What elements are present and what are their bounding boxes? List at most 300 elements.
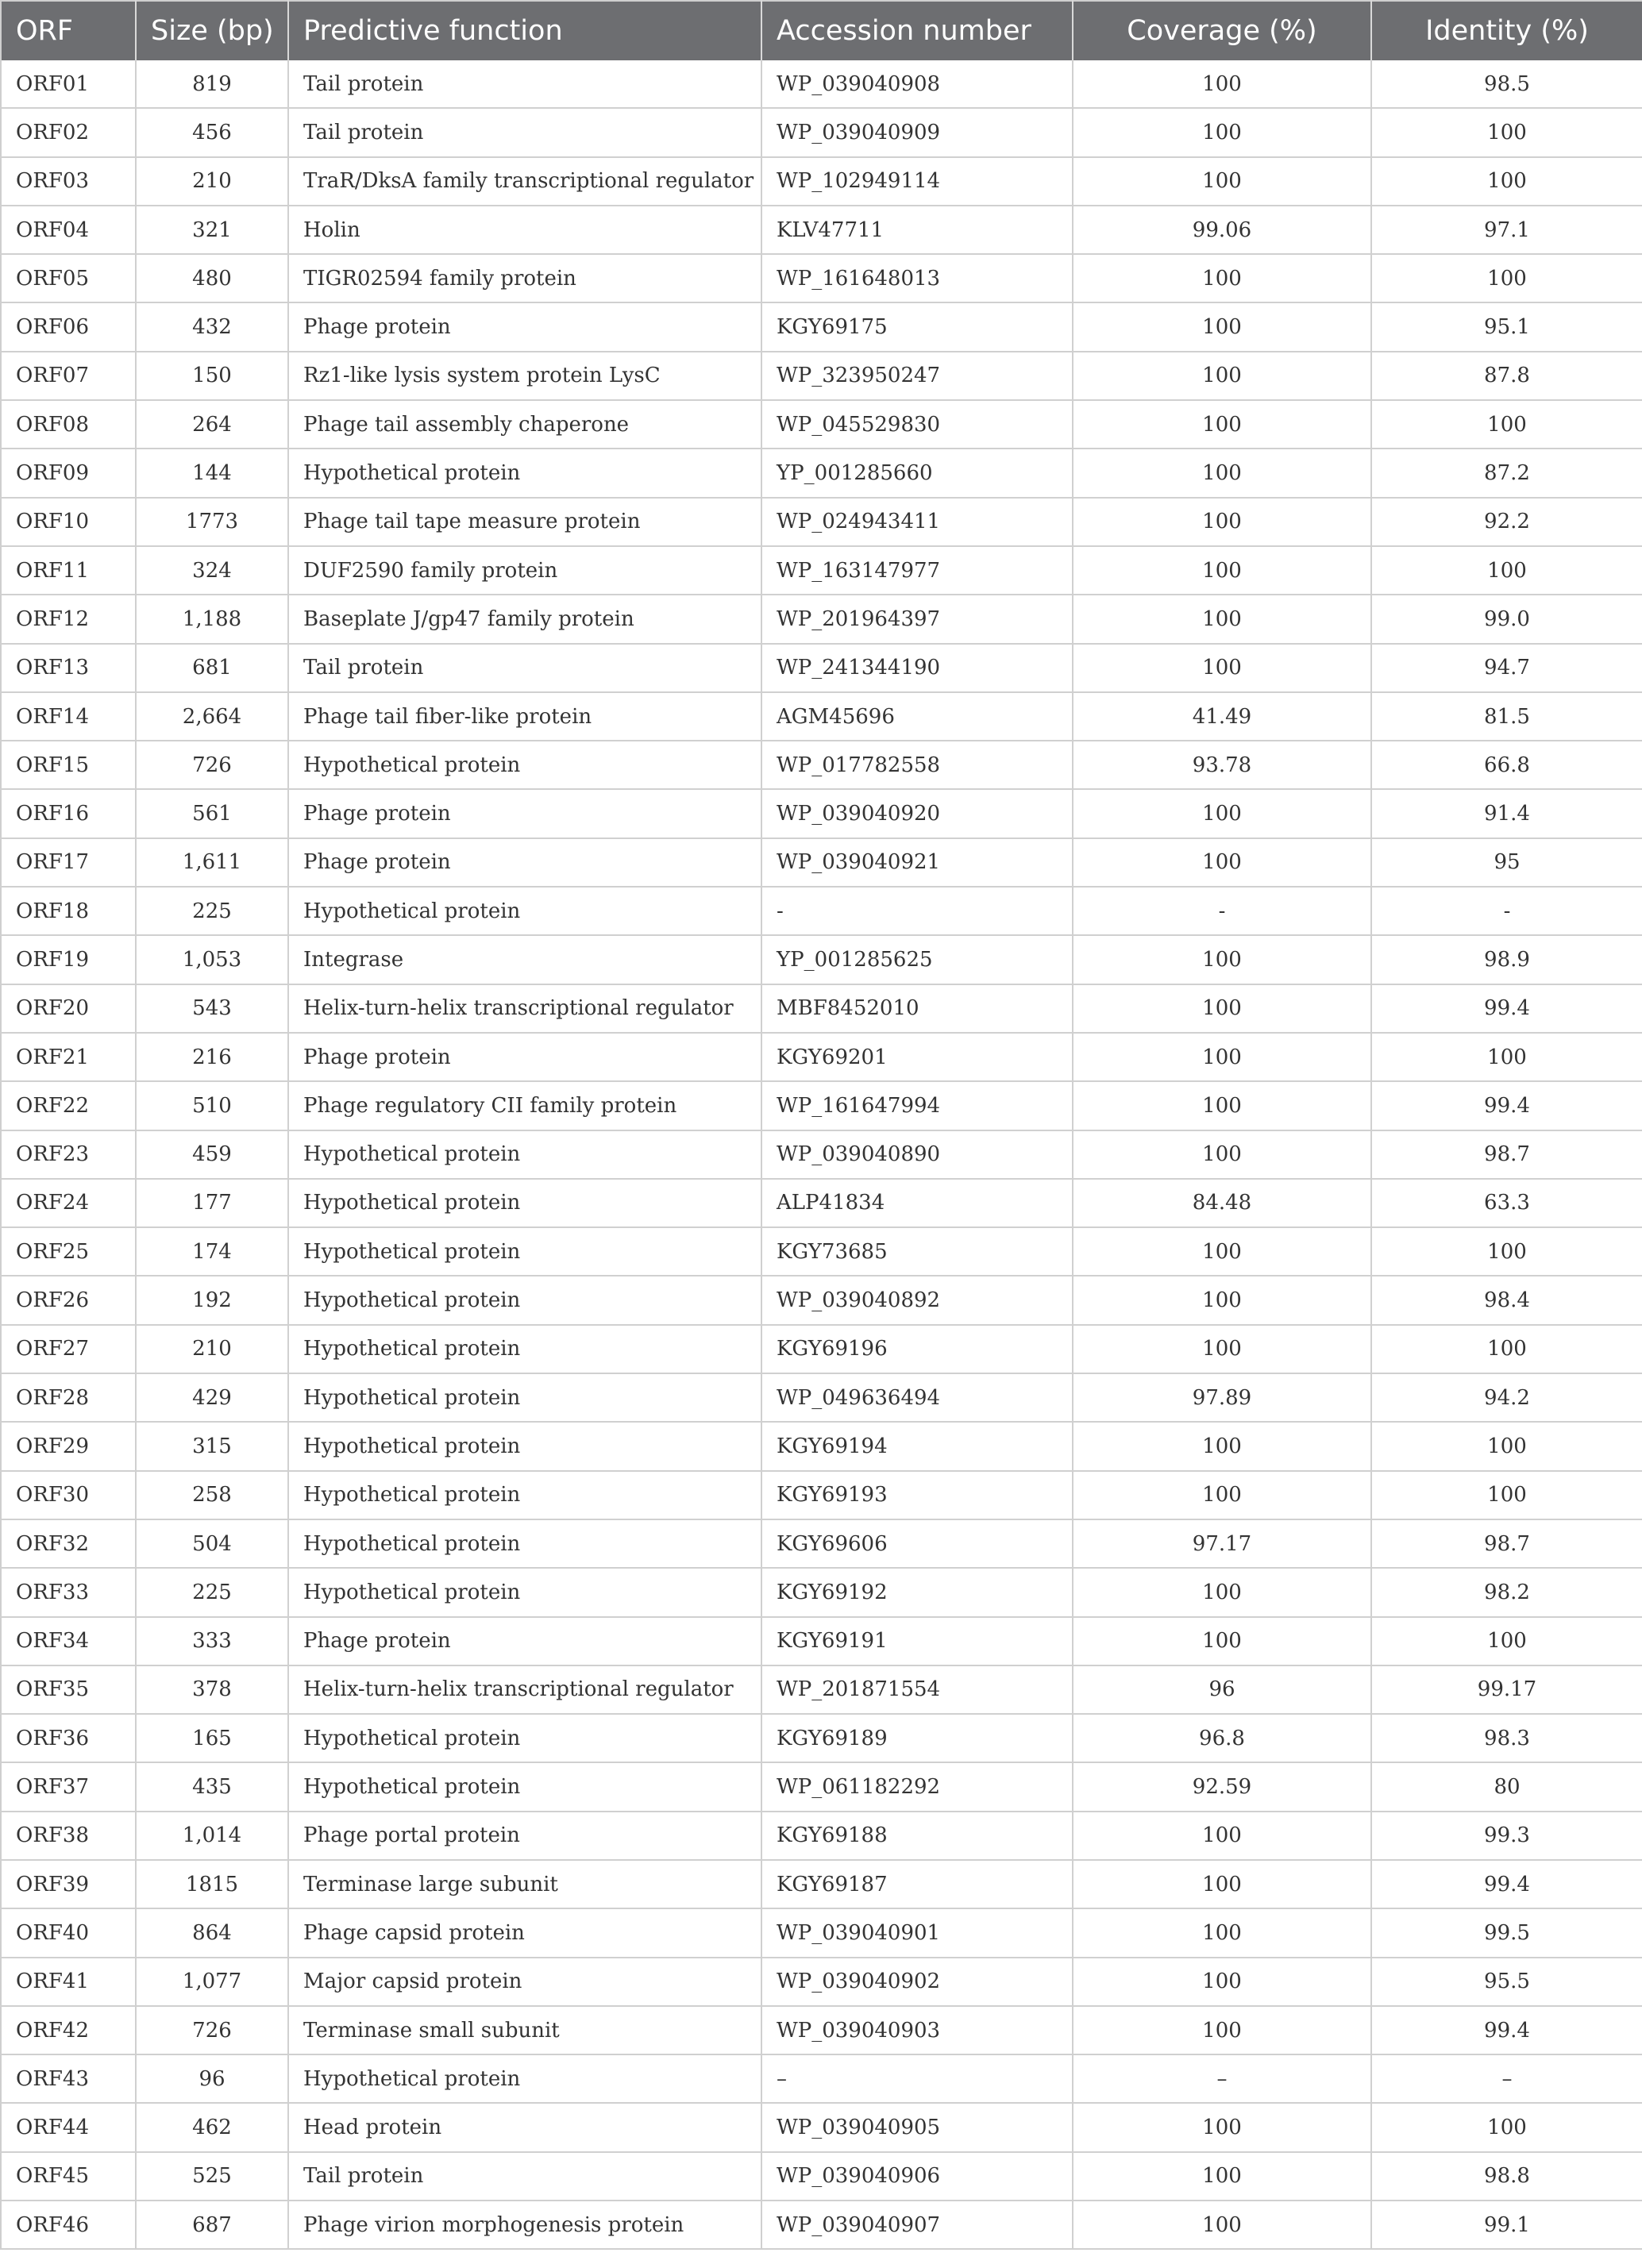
identity-cell: 97.1 — [1371, 206, 1642, 254]
size-cell: 210 — [136, 157, 288, 206]
table-row — [1, 352, 1642, 400]
size-cell: 144 — [136, 449, 288, 497]
size-cell: 1,053 — [136, 935, 288, 984]
orf-cell: ORF18 — [1, 887, 136, 935]
accession-cell: WP_039040905 — [761, 2103, 1073, 2151]
size-cell: 177 — [136, 1179, 288, 1227]
size-cell: 321 — [136, 206, 288, 254]
orf-cell: ORF32 — [1, 1519, 136, 1568]
coverage-cell: 41.49 — [1073, 692, 1371, 741]
function-cell: Phage protein — [288, 789, 761, 838]
coverage-cell: 100 — [1073, 1130, 1371, 1179]
accession-cell: WP_061182292 — [761, 1762, 1073, 1811]
identity-cell: 63.3 — [1371, 1179, 1642, 1227]
size-cell: 726 — [136, 741, 288, 789]
size-cell: 726 — [136, 2006, 288, 2054]
orf-cell: ORF40 — [1, 1908, 136, 1957]
coverage-cell: 100 — [1073, 1471, 1371, 1519]
accession-cell: - — [761, 887, 1073, 935]
identity-cell: – — [1371, 2054, 1642, 2103]
coverage-cell: 97.17 — [1073, 1519, 1371, 1568]
function-cell: Helix-turn-helix transcriptional regulator — [288, 984, 761, 1033]
size-cell: 462 — [136, 2103, 288, 2151]
orf-cell: ORF27 — [1, 1325, 136, 1373]
identity-cell: 100 — [1371, 1033, 1642, 1081]
coverage-cell: 100 — [1073, 1325, 1371, 1373]
function-cell: Hypothetical protein — [288, 1130, 761, 1179]
accession-cell: KGY69175 — [761, 302, 1073, 351]
identity-cell: 98.8 — [1371, 2152, 1642, 2201]
orf-cell: ORF29 — [1, 1422, 136, 1470]
size-cell: 429 — [136, 1373, 288, 1422]
identity-cell: 100 — [1371, 254, 1642, 302]
size-cell: 165 — [136, 1714, 288, 1762]
coverage-cell: 100 — [1073, 1568, 1371, 1616]
coverage-cell: 100 — [1073, 1033, 1371, 1081]
coverage-cell: 100 — [1073, 498, 1371, 546]
orf-cell: ORF45 — [1, 2152, 136, 2201]
coverage-cell: 100 — [1073, 1227, 1371, 1276]
accession-cell: WP_017782558 — [761, 741, 1073, 789]
table-row — [1, 1227, 1642, 1276]
table-row — [1, 1958, 1642, 2006]
size-cell: 333 — [136, 1617, 288, 1665]
function-cell: Hypothetical protein — [288, 1519, 761, 1568]
orf-cell: ORF33 — [1, 1568, 136, 1616]
accession-cell: KGY69201 — [761, 1033, 1073, 1081]
coverage-cell: 99.06 — [1073, 206, 1371, 254]
orf-cell: ORF41 — [1, 1958, 136, 2006]
size-cell: 2,664 — [136, 692, 288, 741]
coverage-cell: 100 — [1073, 400, 1371, 449]
accession-cell: KGY69193 — [761, 1471, 1073, 1519]
size-cell: 1,611 — [136, 838, 288, 887]
header-row — [1, 1, 1642, 60]
size-cell: 561 — [136, 789, 288, 838]
identity-cell: 66.8 — [1371, 741, 1642, 789]
table-row — [1, 206, 1642, 254]
orf-cell: ORF06 — [1, 302, 136, 351]
size-cell: 192 — [136, 1276, 288, 1324]
accession-cell: KGY73685 — [761, 1227, 1073, 1276]
identity-cell: 87.2 — [1371, 449, 1642, 497]
coverage-cell: – — [1073, 2054, 1371, 2103]
function-cell: Rz1-like lysis system protein LysC — [288, 352, 761, 400]
coverage-cell: 100 — [1073, 595, 1371, 643]
table-row — [1, 449, 1642, 497]
function-cell: DUF2590 family protein — [288, 546, 761, 595]
accession-cell: KGY69196 — [761, 1325, 1073, 1373]
size-cell: 1773 — [136, 498, 288, 546]
identity-cell: 98.9 — [1371, 935, 1642, 984]
coverage-cell: 100 — [1073, 1812, 1371, 1860]
size-cell: 210 — [136, 1325, 288, 1373]
identity-cell: 100 — [1371, 1422, 1642, 1470]
table-row — [1, 1422, 1642, 1470]
table-row — [1, 1276, 1642, 1324]
accession-cell: WP_039040907 — [761, 2201, 1073, 2249]
function-cell: Phage protein — [288, 838, 761, 887]
size-cell: 864 — [136, 1908, 288, 1957]
identity-cell: 100 — [1371, 1227, 1642, 1276]
coverage-cell: 100 — [1073, 60, 1371, 108]
orf-cell: ORF05 — [1, 254, 136, 302]
function-cell: Holin — [288, 206, 761, 254]
size-cell: 504 — [136, 1519, 288, 1568]
identity-cell: 92.2 — [1371, 498, 1642, 546]
coverage-cell: 100 — [1073, 254, 1371, 302]
accession-cell: KGY69191 — [761, 1617, 1073, 1665]
orf-cell: ORF46 — [1, 2201, 136, 2249]
size-cell: 315 — [136, 1422, 288, 1470]
accession-cell: WP_039040908 — [761, 60, 1073, 108]
size-cell: 258 — [136, 1471, 288, 1519]
accession-cell: KGY69189 — [761, 1714, 1073, 1762]
coverage-cell: 100 — [1073, 2006, 1371, 2054]
function-cell: Phage protein — [288, 1617, 761, 1665]
coverage-cell: 100 — [1073, 352, 1371, 400]
coverage-cell: 100 — [1073, 1617, 1371, 1665]
identity-cell: 99.4 — [1371, 1081, 1642, 1130]
size-cell: 174 — [136, 1227, 288, 1276]
identity-cell: 91.4 — [1371, 789, 1642, 838]
coverage-cell: 100 — [1073, 1276, 1371, 1324]
accession-cell: WP_161648013 — [761, 254, 1073, 302]
function-cell: Tail protein — [288, 60, 761, 108]
function-cell: Phage protein — [288, 1033, 761, 1081]
accession-cell: WP_201964397 — [761, 595, 1073, 643]
coverage-cell: 100 — [1073, 2201, 1371, 2249]
accession-cell: KGY69187 — [761, 1860, 1073, 1908]
size-cell: 456 — [136, 108, 288, 156]
orf-cell: ORF28 — [1, 1373, 136, 1422]
function-cell: Helix-turn-helix transcriptional regulator — [288, 1665, 761, 1714]
header-size: Size (bp) — [136, 1, 288, 60]
table-row — [1, 1762, 1642, 1811]
coverage-cell: 100 — [1073, 302, 1371, 351]
identity-cell: 98.2 — [1371, 1568, 1642, 1616]
function-cell: Phage capsid protein — [288, 1908, 761, 1957]
identity-cell: 98.7 — [1371, 1130, 1642, 1179]
table-row — [1, 1033, 1642, 1081]
orf-cell: ORF22 — [1, 1081, 136, 1130]
header-coverage: Coverage (%) — [1073, 1, 1371, 60]
size-cell: 1,188 — [136, 595, 288, 643]
accession-cell: WP_045529830 — [761, 400, 1073, 449]
orf-cell: ORF17 — [1, 838, 136, 887]
identity-cell: 94.7 — [1371, 644, 1642, 692]
orf-cell: ORF36 — [1, 1714, 136, 1762]
accession-cell: KGY69194 — [761, 1422, 1073, 1470]
identity-cell: 99.0 — [1371, 595, 1642, 643]
identity-cell: 100 — [1371, 157, 1642, 206]
coverage-cell: 100 — [1073, 1422, 1371, 1470]
coverage-cell: 93.78 — [1073, 741, 1371, 789]
orf-cell: ORF10 — [1, 498, 136, 546]
table-row — [1, 1373, 1642, 1422]
accession-cell: WP_039040920 — [761, 789, 1073, 838]
table-row — [1, 887, 1642, 935]
table-row — [1, 644, 1642, 692]
coverage-cell: - — [1073, 887, 1371, 935]
identity-cell: 100 — [1371, 108, 1642, 156]
identity-cell: 99.4 — [1371, 1860, 1642, 1908]
accession-cell: WP_039040902 — [761, 1958, 1073, 2006]
size-cell: 435 — [136, 1762, 288, 1811]
function-cell: Hypothetical protein — [288, 1568, 761, 1616]
coverage-cell: 100 — [1073, 108, 1371, 156]
identity-cell: 99.4 — [1371, 984, 1642, 1033]
orf-cell: ORF19 — [1, 935, 136, 984]
table-row — [1, 546, 1642, 595]
size-cell: 510 — [136, 1081, 288, 1130]
function-cell: Terminase large subunit — [288, 1860, 761, 1908]
size-cell: 681 — [136, 644, 288, 692]
coverage-cell: 100 — [1073, 2103, 1371, 2151]
identity-cell: 81.5 — [1371, 692, 1642, 741]
identity-cell: 100 — [1371, 1617, 1642, 1665]
function-cell: Hypothetical protein — [288, 741, 761, 789]
size-cell: 525 — [136, 2152, 288, 2201]
table-row — [1, 400, 1642, 449]
table-row — [1, 2054, 1642, 2103]
accession-cell: KGY69192 — [761, 1568, 1073, 1616]
identity-cell: 95 — [1371, 838, 1642, 887]
function-cell: Hypothetical protein — [288, 1179, 761, 1227]
orf-cell: ORF20 — [1, 984, 136, 1033]
table-row — [1, 60, 1642, 108]
coverage-cell: 100 — [1073, 789, 1371, 838]
table-row — [1, 741, 1642, 789]
orf-cell: ORF13 — [1, 644, 136, 692]
size-cell: 216 — [136, 1033, 288, 1081]
identity-cell: 95.1 — [1371, 302, 1642, 351]
identity-cell: 100 — [1371, 1325, 1642, 1373]
table-row — [1, 2152, 1642, 2201]
accession-cell: YP_001285660 — [761, 449, 1073, 497]
table-row — [1, 789, 1642, 838]
function-cell: Baseplate J/gp47 family protein — [288, 595, 761, 643]
function-cell: Phage protein — [288, 302, 761, 351]
orf-cell: ORF26 — [1, 1276, 136, 1324]
function-cell: Phage portal protein — [288, 1812, 761, 1860]
size-cell: 543 — [136, 984, 288, 1033]
size-cell: 432 — [136, 302, 288, 351]
table-row — [1, 157, 1642, 206]
coverage-cell: 100 — [1073, 838, 1371, 887]
accession-cell: KLV47711 — [761, 206, 1073, 254]
function-cell: Head protein — [288, 2103, 761, 2151]
orf-cell: ORF25 — [1, 1227, 136, 1276]
header-orf: ORF — [1, 1, 136, 60]
accession-cell: ALP41834 — [761, 1179, 1073, 1227]
function-cell: Integrase — [288, 935, 761, 984]
accession-cell: WP_241344190 — [761, 644, 1073, 692]
coverage-cell: 92.59 — [1073, 1762, 1371, 1811]
coverage-cell: 100 — [1073, 644, 1371, 692]
coverage-cell: 100 — [1073, 1081, 1371, 1130]
identity-cell: 100 — [1371, 546, 1642, 595]
table-row — [1, 1325, 1642, 1373]
table-row — [1, 838, 1642, 887]
function-cell: Hypothetical protein — [288, 1325, 761, 1373]
identity-cell: 98.4 — [1371, 1276, 1642, 1324]
identity-cell: 94.2 — [1371, 1373, 1642, 1422]
accession-cell: WP_039040906 — [761, 2152, 1073, 2201]
table-row — [1, 1519, 1642, 1568]
orf-cell: ORF08 — [1, 400, 136, 449]
accession-cell: WP_024943411 — [761, 498, 1073, 546]
identity-cell: 95.5 — [1371, 1958, 1642, 2006]
orf-cell: ORF16 — [1, 789, 136, 838]
table-row — [1, 108, 1642, 156]
size-cell: 819 — [136, 60, 288, 108]
accession-cell: WP_102949114 — [761, 157, 1073, 206]
accession-cell: WP_039040901 — [761, 1908, 1073, 1957]
table-row — [1, 2006, 1642, 2054]
function-cell: Hypothetical protein — [288, 449, 761, 497]
identity-cell: 99.3 — [1371, 1812, 1642, 1860]
function-cell: Hypothetical protein — [288, 1471, 761, 1519]
table-row — [1, 498, 1642, 546]
orf-cell: ORF37 — [1, 1762, 136, 1811]
accession-cell: WP_039040909 — [761, 108, 1073, 156]
table-row — [1, 1908, 1642, 1957]
table-header — [1, 1, 1642, 60]
accession-cell: WP_161647994 — [761, 1081, 1073, 1130]
coverage-cell: 100 — [1073, 157, 1371, 206]
coverage-cell: 100 — [1073, 546, 1371, 595]
function-cell: Tail protein — [288, 644, 761, 692]
identity-cell: 100 — [1371, 400, 1642, 449]
orf-cell: ORF35 — [1, 1665, 136, 1714]
function-cell: Phage tail fiber-like protein — [288, 692, 761, 741]
identity-cell: 98.3 — [1371, 1714, 1642, 1762]
size-cell: 264 — [136, 400, 288, 449]
coverage-cell: 100 — [1073, 449, 1371, 497]
table-row — [1, 1471, 1642, 1519]
size-cell: 150 — [136, 352, 288, 400]
table-row — [1, 1617, 1642, 1665]
accession-cell: YP_001285625 — [761, 935, 1073, 984]
coverage-cell: 100 — [1073, 1958, 1371, 2006]
function-cell: Phage tail assembly chaperone — [288, 400, 761, 449]
table-row — [1, 1130, 1642, 1179]
orf-cell: ORF14 — [1, 692, 136, 741]
orf-cell: ORF11 — [1, 546, 136, 595]
identity-cell: 99.4 — [1371, 2006, 1642, 2054]
table-row — [1, 1179, 1642, 1227]
function-cell: TraR/DksA family transcriptional regulator — [288, 157, 761, 206]
identity-cell: 87.8 — [1371, 352, 1642, 400]
identity-cell: 98.7 — [1371, 1519, 1642, 1568]
identity-cell: 100 — [1371, 1471, 1642, 1519]
accession-cell: WP_039040921 — [761, 838, 1073, 887]
coverage-cell: 96 — [1073, 1665, 1371, 1714]
identity-cell: 100 — [1371, 2103, 1642, 2151]
table-row — [1, 984, 1642, 1033]
orf-cell: ORF21 — [1, 1033, 136, 1081]
coverage-cell: 100 — [1073, 1860, 1371, 1908]
size-cell: 96 — [136, 2054, 288, 2103]
table-row — [1, 1081, 1642, 1130]
accession-cell: WP_049636494 — [761, 1373, 1073, 1422]
identity-cell: 80 — [1371, 1762, 1642, 1811]
size-cell: 1815 — [136, 1860, 288, 1908]
coverage-cell: 100 — [1073, 1908, 1371, 1957]
orf-cell: ORF23 — [1, 1130, 136, 1179]
table-row — [1, 595, 1642, 643]
identity-cell: 99.5 — [1371, 1908, 1642, 1957]
function-cell: Hypothetical protein — [288, 2054, 761, 2103]
table-row — [1, 692, 1642, 741]
orf-cell: ORF42 — [1, 2006, 136, 2054]
orf-cell: ORF44 — [1, 2103, 136, 2151]
size-cell: 459 — [136, 1130, 288, 1179]
orf-cell: ORF38 — [1, 1812, 136, 1860]
orf-cell: ORF39 — [1, 1860, 136, 1908]
function-cell: Tail protein — [288, 2152, 761, 2201]
table-body — [1, 60, 1642, 2249]
orf-cell: ORF30 — [1, 1471, 136, 1519]
accession-cell: WP_039040892 — [761, 1276, 1073, 1324]
identity-cell: 99.17 — [1371, 1665, 1642, 1714]
size-cell: 324 — [136, 546, 288, 595]
accession-cell: WP_163147977 — [761, 546, 1073, 595]
function-cell: Terminase small subunit — [288, 2006, 761, 2054]
function-cell: Hypothetical protein — [288, 1714, 761, 1762]
orf-cell: ORF34 — [1, 1617, 136, 1665]
function-cell: Phage tail tape measure protein — [288, 498, 761, 546]
table-row — [1, 1665, 1642, 1714]
size-cell: 378 — [136, 1665, 288, 1714]
size-cell: 225 — [136, 1568, 288, 1616]
orf-cell: ORF12 — [1, 595, 136, 643]
coverage-cell: 84.48 — [1073, 1179, 1371, 1227]
accession-cell: WP_039040890 — [761, 1130, 1073, 1179]
function-cell: TIGR02594 family protein — [288, 254, 761, 302]
table-row — [1, 935, 1642, 984]
orf-cell: ORF43 — [1, 2054, 136, 2103]
function-cell: Hypothetical protein — [288, 1276, 761, 1324]
table-row — [1, 2201, 1642, 2249]
orf-cell: ORF15 — [1, 741, 136, 789]
coverage-cell: 100 — [1073, 2152, 1371, 2201]
size-cell: 687 — [136, 2201, 288, 2249]
size-cell: 480 — [136, 254, 288, 302]
size-cell: 225 — [136, 887, 288, 935]
accession-cell: WP_201871554 — [761, 1665, 1073, 1714]
coverage-cell: 100 — [1073, 935, 1371, 984]
size-cell: 1,014 — [136, 1812, 288, 1860]
table-row — [1, 302, 1642, 351]
function-cell: Phage virion morphogenesis protein — [288, 2201, 761, 2249]
identity-cell: 98.5 — [1371, 60, 1642, 108]
size-cell: 1,077 — [136, 1958, 288, 2006]
accession-cell: KGY69188 — [761, 1812, 1073, 1860]
function-cell: Hypothetical protein — [288, 887, 761, 935]
table-row — [1, 1860, 1642, 1908]
table-row — [1, 1812, 1642, 1860]
table-row — [1, 1714, 1642, 1762]
table-row — [1, 1568, 1642, 1616]
table-row — [1, 254, 1642, 302]
coverage-cell: 100 — [1073, 984, 1371, 1033]
orf-cell: ORF24 — [1, 1179, 136, 1227]
orf-cell: ORF04 — [1, 206, 136, 254]
function-cell: Hypothetical protein — [288, 1762, 761, 1811]
identity-cell: - — [1371, 887, 1642, 935]
